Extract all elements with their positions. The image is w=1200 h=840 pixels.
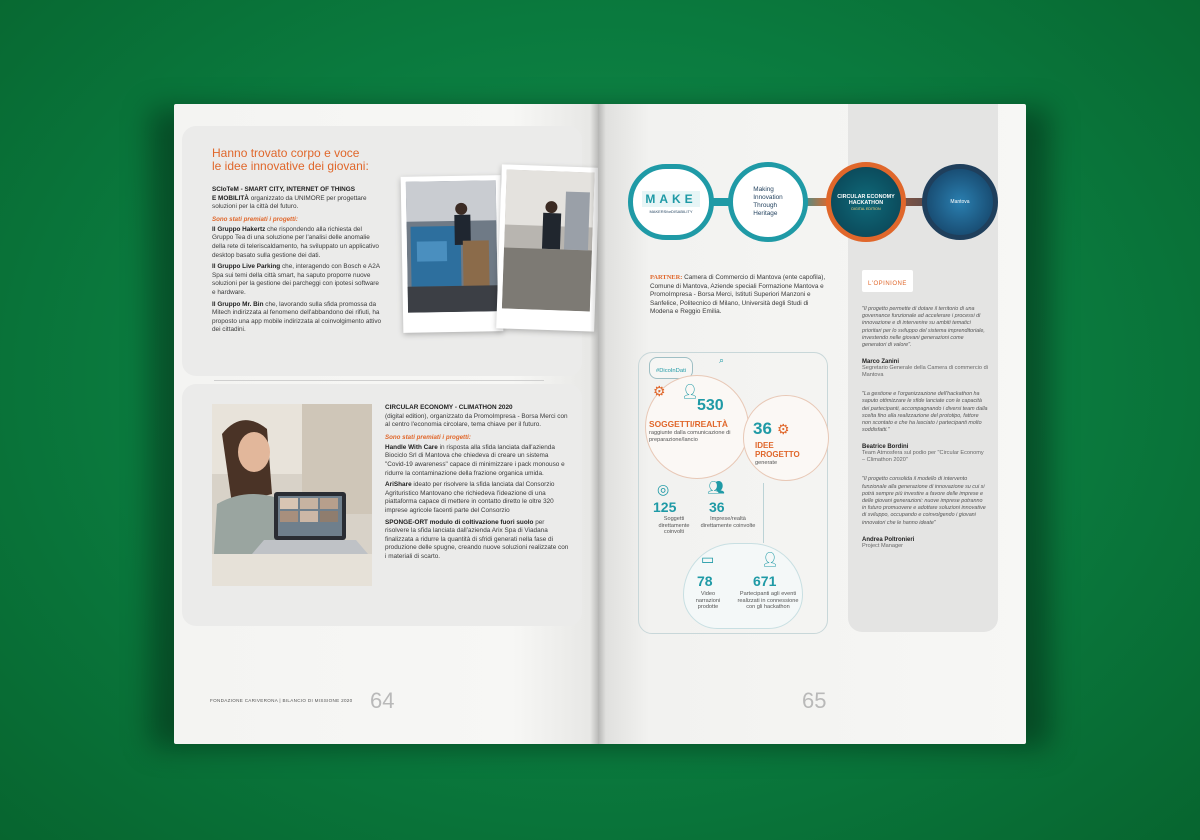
sciotem-title-2: E MOBILITÀ: [212, 194, 249, 202]
section-divider: [214, 380, 544, 381]
partner-text: [650, 274, 828, 317]
awarded-label-1: Sono stati premiati i progetti:: [212, 215, 298, 223]
conference-photo-2: [502, 170, 595, 312]
stat-78: 78: [697, 573, 713, 589]
laptop-photo: [212, 404, 372, 586]
left-page-number: 64: [370, 688, 395, 713]
spongeort-text: per risolvere la sfida lanciata dall'azienda Arix Spa di Viadana finalizzata a ridurre la quantità di sfridi generati nella fase di produzione delle spugne, creando nuove soluzioni realizzate con i materiali di scarto.: [385, 518, 569, 560]
participant-icon: 👤︎: [761, 551, 779, 567]
heading-line-2: le idee innovative dei giovani:: [212, 159, 369, 173]
handlewithcare-text: in risposta alla sfida lanciata dall'azienda Biociclo Srl di Mantova che chiedeva di creare un sistema "Covid-19 awareness" capace di minimizzare i pack monouso e ridurre la contaminazione della frazione organica umida.: [385, 443, 565, 477]
video-icon: ▭: [701, 551, 715, 567]
stat-671-desc: Partecipanti agli eventi realizzati in connessione con gli hackathon: [737, 591, 799, 611]
opinion-quote-3: "Il progetto consolida il modello di intervento funzionale alla generazione di innovazione su cui si potrà sempre più investire a favore delle imprese e delle giovani generazioni: nuove imprese potranno in futuro promuovere e adottare soluzioni innovative di sviluppo, occupando e coinvolgendo i giovani innovatori che le hanno ideate": [862, 476, 986, 526]
polaroid-photo-1: [401, 175, 504, 333]
search-icon: ⌕: [719, 355, 725, 365]
logo-chain: [628, 162, 998, 242]
mith-line-4: Heritage: [753, 210, 778, 217]
hackathon-line-1: CIRCULAR ECONOMY: [837, 193, 895, 200]
stat-36-ideas-label-2: PROGETTO: [755, 450, 800, 459]
stat-530-label: SOGGETTI/REALTÀ: [649, 419, 728, 429]
left-page: [174, 104, 598, 744]
left-footer: FONDAZIONE CARIVERONA | BILANCIO DI MISSIONE 2020: [210, 698, 353, 703]
mith-line-1: Making: [753, 186, 774, 193]
woman-laptop-image: [212, 404, 372, 586]
mith-logo: [728, 162, 808, 242]
awarded-label-2: Sono stati premiati i progetti:: [385, 433, 471, 441]
book-spine: [590, 104, 606, 744]
stat-530: 530: [697, 397, 724, 414]
infographic: [638, 352, 828, 634]
sciotem-section: [212, 186, 384, 335]
arishare-name: AriShare: [385, 481, 412, 489]
sciotem-title: SCIoTeM - SMART CITY, INTERNET OF THINGS: [212, 186, 355, 193]
spongeort-name: SPONGE-ORT modulo di coltivazione fuori suolo: [385, 518, 534, 526]
climathon-logo: [922, 164, 998, 240]
stat-671: 671: [753, 573, 777, 589]
climathon-logo-text: Mantova: [950, 199, 970, 205]
target-icon: ◎: [657, 481, 670, 497]
opinion-name-1: Marco Zanini: [862, 359, 900, 366]
opinion-name-2: Beatrice Bordini: [862, 444, 909, 451]
stat-125-desc: Soggetti direttamente coinvolti: [658, 516, 690, 536]
climathon-intro: (digital edition), organizzato da PromoImpresa - Borsa Merci con al centro l'economia circolare, tema chiave per il futuro.: [385, 412, 568, 429]
stat-36-ideas: 36: [753, 419, 772, 438]
stat-36-ideas-label-1: IDEE: [755, 441, 774, 450]
right-page: [598, 104, 1026, 744]
opinion-quote-1: "Il progetto permette di dotare il territorio di una governance funzionale ad accelerare i processi di innovazione e di intervenire su ambiti tematici prioritari per lo sviluppo del sistema imprenditoriale, investendo nelle giovani generazioni come generatori di valore".: [862, 306, 985, 349]
hackathon-line-3: DIGITAL EDITION: [851, 206, 881, 211]
liveparking-name: Il Gruppo Live Parking: [212, 263, 281, 271]
opinion-role-2: Team Atmosfera sul podio per "Circular Economy – Climathon 2020": [862, 450, 984, 464]
conference-photo-1: [406, 180, 498, 313]
mith-line-2: Innovation: [753, 194, 783, 201]
opinion-title: L'OPINIONE: [868, 281, 907, 287]
opinion-badge: [862, 270, 913, 292]
mrbin-text: che, lavorando sulla sfida promossa da Mitech indirizzata al fenomeno dell'abbandono dei rifiuti, ha proposto una app mobile indirizzata al coinvolgimento attivo dei cittadini.: [212, 300, 382, 334]
hashtag-text: #DicoInDati: [656, 368, 686, 374]
gear-icon: ⚙: [653, 383, 666, 399]
opinion-name-3: Andrea Poltronieri: [862, 536, 915, 543]
lightbulb-gear-icon: ⚙: [777, 421, 790, 437]
stat-36-firms: 36: [709, 499, 725, 515]
handlewithcare-name: Handle With Care: [385, 443, 438, 451]
mrbin-name: Il Gruppo Mr. Bin: [212, 300, 264, 308]
stat-36-ideas-desc: generate: [755, 460, 778, 466]
mith-line-3: Through: [753, 202, 778, 209]
group-icon: 👥︎: [707, 479, 725, 495]
heading-line-1: Hanno trovato corpo e voce: [212, 146, 360, 160]
partner-label: PARTNER:: [650, 274, 683, 281]
opinion-role-1: Segretario Generale della Camera di commercio di Mantova: [862, 365, 988, 379]
hakertz-text: che rispondendo alla richiesta del Gruppo Tea di una soluzione per l'analisi delle anomalie della rete di teleriscaldamento, ha sviluppato un applicativo desktop basato sulla gestione dei dati.: [212, 225, 379, 259]
vertical-divider: [763, 483, 764, 543]
make-logo-text: MAKE: [642, 191, 699, 207]
opinion-role-3: Project Manager: [862, 542, 904, 549]
arishare-text: ideato per risolvere la sfida lanciata dal Consorzio Agrituristico Mantovano che richiedeva l'ideazione di una piattaforma capace di mettere in contatto diretto le oltre 320 imprese agricole facenti parte del Consorzio: [385, 481, 555, 514]
hakertz-name: Il Gruppo Hakertz: [212, 225, 266, 233]
person-icon: 👤︎: [681, 383, 699, 399]
make-logo-subtitle: MAKERSforDISABILITY: [649, 208, 693, 214]
liveparking-text: che, interagendo con Bosch e A2A Spa sui temi della città smart, ha saputo proporre nuove soluzioni per la gestione dei parcheggi con ipotesi software e hardware.: [212, 263, 380, 296]
hackathon-logo: [826, 162, 906, 242]
stat-125: 125: [653, 499, 677, 515]
stat-78-desc: Video narrazioni prodotte: [695, 591, 721, 611]
hackathon-line-2: HACKATHON: [848, 199, 884, 206]
stat-36-firms-desc: Imprese/realtà direttamente coinvolte: [700, 516, 756, 529]
sciotem-intro: organizzato da UNIMORE per progettare soluzioni per la città del futuro.: [212, 194, 367, 211]
opinion-quote-2: "La gestione e l'organizzazione dell'hackathon ha saputo ottimizzare le sfide lanciate con le capacità dei partecipanti, accompagnando i diversi team dalla scelta fino alla realizzazione del prototipo, fattore non scontato e che ha lasciato i partecipanti molto soddisfatti.": [862, 391, 988, 434]
partner-list: Camera di Commercio di Mantova (ente capofila), Comune di Mantova, Aziende speciali Formazione Mantova e PromoImpresa - Borsa Merci, Istituti Superiori Manzoni e Sanfelice, Politecnico di Milano, Università degli Studi di Modena e Reggio Emilia.: [650, 274, 826, 316]
make-logo: [628, 164, 714, 240]
right-page-number: 65: [802, 688, 827, 713]
polaroid-photo-2: [496, 164, 598, 331]
opinion-column: [862, 270, 988, 550]
stat-530-desc: raggiunte dalla comunicazione di preparazione/lancio: [649, 430, 731, 443]
left-heading: [212, 147, 412, 173]
climathon-title: CIRCULAR ECONOMY - CLIMATHON 2020: [385, 404, 513, 411]
climathon-section: [385, 404, 569, 562]
